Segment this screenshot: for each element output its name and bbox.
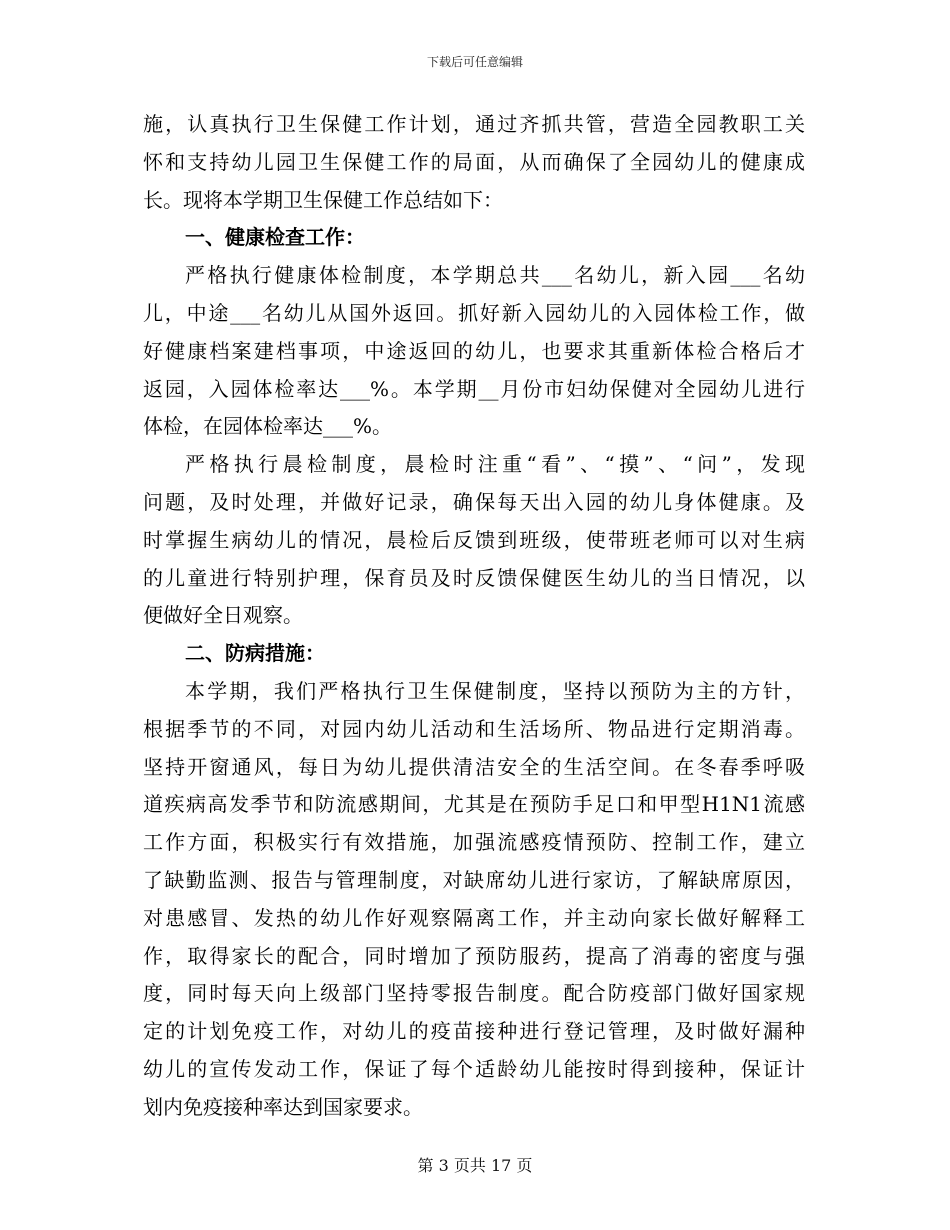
body-line: 道疾病高发季节和防流感期间，尤其是在预防手足口和甲型H1N1流感 xyxy=(143,792,805,817)
body-line: 体检，在园体检率达___%。 xyxy=(143,414,393,439)
body-line: 本学期，我们严格执行卫生保健制度，坚持以预防为主的方针， xyxy=(185,678,805,703)
body-line: 施，认真执行卫生保健工作计划，通过齐抓共管，营造全园教职工关 xyxy=(143,112,805,136)
body-line: 根据季节的不同，对园内幼儿活动和生活场所、物品进行定期消毒。 xyxy=(143,716,805,741)
body-line: 对患感冒、发热的幼儿作好观察隔离工作，并主动向家长做好解释工 xyxy=(143,905,805,930)
body-line: 工作方面，积极实行有效措施，加强流感疫情预防、控制工作，建立 xyxy=(143,830,805,855)
body-line: 严格执行晨检制度，晨检时注重“看”、“摸”、“问”，发现 xyxy=(185,452,805,477)
body-line: 定的计划免疫工作，对幼儿的疫苗接种进行登记管理，及时做好漏种 xyxy=(143,1019,805,1044)
body-line: 儿，中途___名幼儿从国外返回。抓好新入园幼儿的入园体检工作，做 xyxy=(143,300,805,325)
body-line: 坚持开窗通风，每日为幼儿提供清洁安全的生活空间。在冬春季呼吸 xyxy=(143,754,805,779)
body-line: 严格执行健康体检制度，本学期总共___名幼儿，新入园___名幼 xyxy=(185,263,805,288)
body-line: 度，同时每天向上级部门坚持零报告制度。配合防疫部门做好国家规 xyxy=(143,981,805,1006)
section-heading-health-check: 一、健康检查工作： xyxy=(185,225,365,250)
page-header: 下载后可任意编辑 xyxy=(426,55,523,69)
body-line: 问题，及时处理，并做好记录，确保每天出入园的幼儿身体健康。及 xyxy=(143,489,805,514)
section-heading-disease-prevention: 二、防病措施： xyxy=(185,641,325,666)
document-body xyxy=(143,106,805,1127)
body-line: 了缺勤监测、报告与管理制度，对缺席幼儿进行家访，了解缺席原因， xyxy=(143,867,805,892)
body-line: 的儿童进行特别护理，保育员及时反馈保健医生幼儿的当日情况，以 xyxy=(143,565,805,590)
body-line: 幼儿的宣传发动工作，保证了每个适龄幼儿能按时得到接种，保证计 xyxy=(143,1056,805,1081)
body-line: 返园，入园体检率达___%。本学期__月份市妇幼保健对全园幼儿进行 xyxy=(143,376,805,401)
page-number-footer: 第 3 页共 17 页 xyxy=(417,1156,533,1175)
body-line: 好健康档案建档事项，中途返回的幼儿，也要求其重新体检合格后才 xyxy=(143,338,805,363)
body-line: 便做好全日观察。 xyxy=(143,603,303,628)
body-line: 作，取得家长的配合，同时增加了预防服药，提高了消毒的密度与强 xyxy=(143,943,805,968)
body-line: 时掌握生病幼儿的情况，晨检后反馈到班级，使带班老师可以对生病 xyxy=(143,527,805,552)
body-line: 划内免疫接种率达到国家要求。 xyxy=(143,1094,423,1119)
body-line: 长。现将本学期卫生保健工作总结如下： xyxy=(143,187,503,212)
body-line: 怀和支持幼儿园卫生保健工作的局面，从而确保了全园幼儿的健康成 xyxy=(143,149,805,174)
